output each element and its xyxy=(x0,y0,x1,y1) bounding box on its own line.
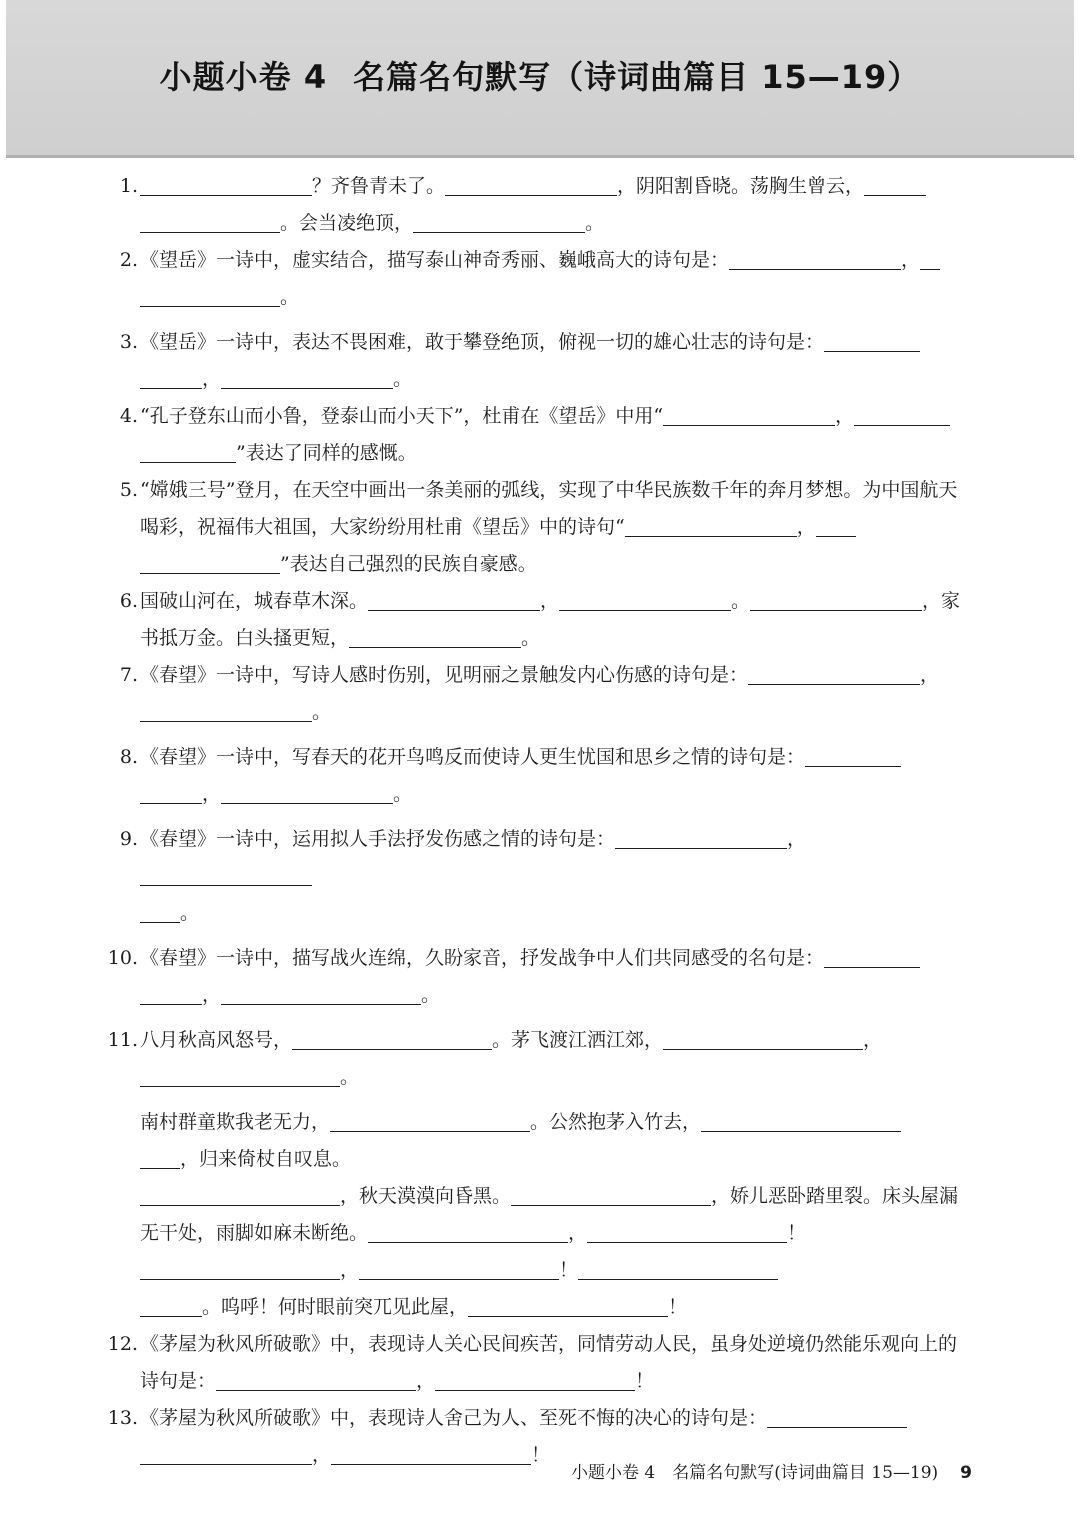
answer-blank[interactable] xyxy=(221,1003,421,1005)
answer-blank[interactable] xyxy=(824,966,920,968)
answer-blank[interactable] xyxy=(140,572,280,574)
question-number: 11. xyxy=(107,1029,138,1051)
question-8: 8. 《春望》一诗中，写春天的花开鸟鸣反而使诗人更生忧国和思乡之情的诗句是： ， 。 xyxy=(100,739,974,813)
answer-blank[interactable] xyxy=(435,1389,635,1391)
answer-blank[interactable] xyxy=(729,268,901,270)
answer-blank[interactable] xyxy=(140,1278,340,1280)
answer-blank[interactable] xyxy=(559,609,731,611)
question-number: 2. xyxy=(119,249,138,271)
question-7: 7. 《春望》一诗中，写诗人感时伤别，见明丽之景触发内心伤感的诗句是： ， 。 xyxy=(100,657,974,731)
answer-blank[interactable] xyxy=(368,609,540,611)
answer-blank[interactable] xyxy=(216,1389,416,1391)
question-1: 1. ？齐鲁青未了。 ，阴阳割昏晓。荡胸生曾云， 。会当凌绝顶， 。 xyxy=(100,168,974,242)
page-title-right: 名篇名句默写（诗词曲篇目 15—19） xyxy=(353,58,921,96)
answer-blank[interactable] xyxy=(359,1278,559,1280)
answer-blank[interactable] xyxy=(140,720,312,722)
answer-blank[interactable] xyxy=(468,1315,668,1317)
answer-blank[interactable] xyxy=(587,1241,787,1243)
answer-blank[interactable] xyxy=(221,802,393,804)
question-13: 13. 《茅屋为秋风所破歌》中，表现诗人舍己为人、至死不悔的决心的诗句是： ， ！ xyxy=(100,1400,974,1474)
question-12: 12. 《茅屋为秋风所破歌》中，表现诗人关心民间疾苦，同情劳动人民，虽身处逆境仍然能乐观向上的诗句是： ， ！ xyxy=(100,1326,974,1400)
question-4: 4. “孔子登东山而小鲁，登泰山而小天下”，杜甫在《望岳》中用“ ， ”表达了同样的感慨。 xyxy=(100,398,974,472)
question-number: 12. xyxy=(107,1333,138,1355)
question-number: 7. xyxy=(119,664,138,686)
answer-blank[interactable] xyxy=(140,194,312,196)
answer-blank[interactable] xyxy=(140,1204,340,1206)
answer-blank[interactable] xyxy=(625,535,797,537)
answer-blank[interactable] xyxy=(805,765,901,767)
question-number: 3. xyxy=(119,331,138,353)
answer-blank[interactable] xyxy=(140,884,312,886)
answer-blank[interactable] xyxy=(140,1315,202,1317)
answer-blank[interactable] xyxy=(445,194,617,196)
question-9: 9. 《春望》一诗中，运用拟人手法抒发伤感之情的诗句是： ， 。 xyxy=(100,821,974,932)
answer-blank[interactable] xyxy=(330,1130,530,1132)
answer-blank[interactable] xyxy=(413,231,585,233)
page-title xyxy=(6,52,1074,98)
question-6: 6. 国破山河在，城春草木深。 ， 。 ，家书抵万金。白头搔更短， 。 xyxy=(100,583,974,657)
answer-blank[interactable] xyxy=(663,1048,863,1050)
footer-section-title: 小题小卷 4 名篇名句默写(诗词曲篇目 15—19) xyxy=(571,1463,939,1483)
page-footer xyxy=(571,1458,972,1483)
answer-blank[interactable] xyxy=(750,609,922,611)
answer-blank[interactable] xyxy=(816,535,856,537)
answer-blank[interactable] xyxy=(140,461,236,463)
answer-blank[interactable] xyxy=(578,1278,778,1280)
header-banner xyxy=(6,0,1074,158)
question-3: 3. 《望岳》一诗中，表达不畏困难，敢于攀登绝顶，俯视一切的雄心壮志的诗句是： ， 。 xyxy=(100,324,974,398)
answer-blank[interactable] xyxy=(140,1085,340,1087)
question-number: 6. xyxy=(119,590,138,612)
answer-blank[interactable] xyxy=(331,1463,531,1465)
question-10: 10. 《春望》一诗中，描写战火连绵，久盼家音，抒发战争中人们共同感受的名句是： ， 。 xyxy=(100,940,974,1014)
question-5: 5. “嫦娥三号”登月，在天空中画出一条美丽的弧线，实现了中华民族数千年的奔月梦想。为中国航天喝彩，祝福伟大祖国，大家纷纷用杜甫《望岳》中的诗句“ ， ”表达自己强烈的民族自豪感。 xyxy=(100,472,974,583)
answer-blank[interactable] xyxy=(292,1048,492,1050)
answer-blank[interactable] xyxy=(140,802,202,804)
answer-blank[interactable] xyxy=(701,1130,901,1132)
question-11: 11. 八月秋高风怒号， 。茅飞渡江洒江郊， ， 。 南村群童欺我老无力， 。公然抱茅入竹去， ，归来倚杖自叹息。 ，秋天漠漠向昏黑。 ，娇儿恶卧踏里裂。床头屋漏无干处，雨脚如麻未断绝。 ， ！ ， ！ 。呜呼！何时眼前突兀见此屋， ！ xyxy=(100,1022,974,1326)
question-number: 4. xyxy=(119,405,138,427)
answer-blank[interactable] xyxy=(140,387,202,389)
question-number: 1. xyxy=(119,175,138,197)
question-2: 2. 《望岳》一诗中，虚实结合，描写泰山神奇秀丽、巍峨高大的诗句是： ， 。 xyxy=(100,242,974,316)
page-number: 9 xyxy=(960,1463,972,1483)
answer-blank[interactable] xyxy=(349,646,521,648)
answer-blank[interactable] xyxy=(140,231,280,233)
answer-blank[interactable] xyxy=(511,1204,711,1206)
question-list xyxy=(100,168,974,1474)
answer-blank[interactable] xyxy=(140,1003,202,1005)
answer-blank[interactable] xyxy=(854,424,950,426)
answer-blank[interactable] xyxy=(767,1426,907,1428)
question-number: 13. xyxy=(107,1407,138,1429)
answer-blank[interactable] xyxy=(824,350,920,352)
answer-blank[interactable] xyxy=(140,1463,312,1465)
answer-blank[interactable] xyxy=(221,387,393,389)
answer-blank[interactable] xyxy=(140,921,180,923)
question-number: 10. xyxy=(107,947,138,969)
question-number: 5. xyxy=(119,479,138,501)
answer-blank[interactable] xyxy=(615,847,787,849)
answer-blank[interactable] xyxy=(920,268,940,270)
question-number: 9. xyxy=(119,828,138,850)
answer-blank[interactable] xyxy=(140,1167,180,1169)
answer-blank[interactable] xyxy=(748,683,920,685)
answer-blank[interactable] xyxy=(368,1241,568,1243)
answer-blank[interactable] xyxy=(663,424,835,426)
answer-blank[interactable] xyxy=(140,305,280,307)
answer-blank[interactable] xyxy=(864,194,926,196)
question-number: 8. xyxy=(119,746,138,768)
page-title-left: 小题小卷 4 xyxy=(159,58,328,96)
